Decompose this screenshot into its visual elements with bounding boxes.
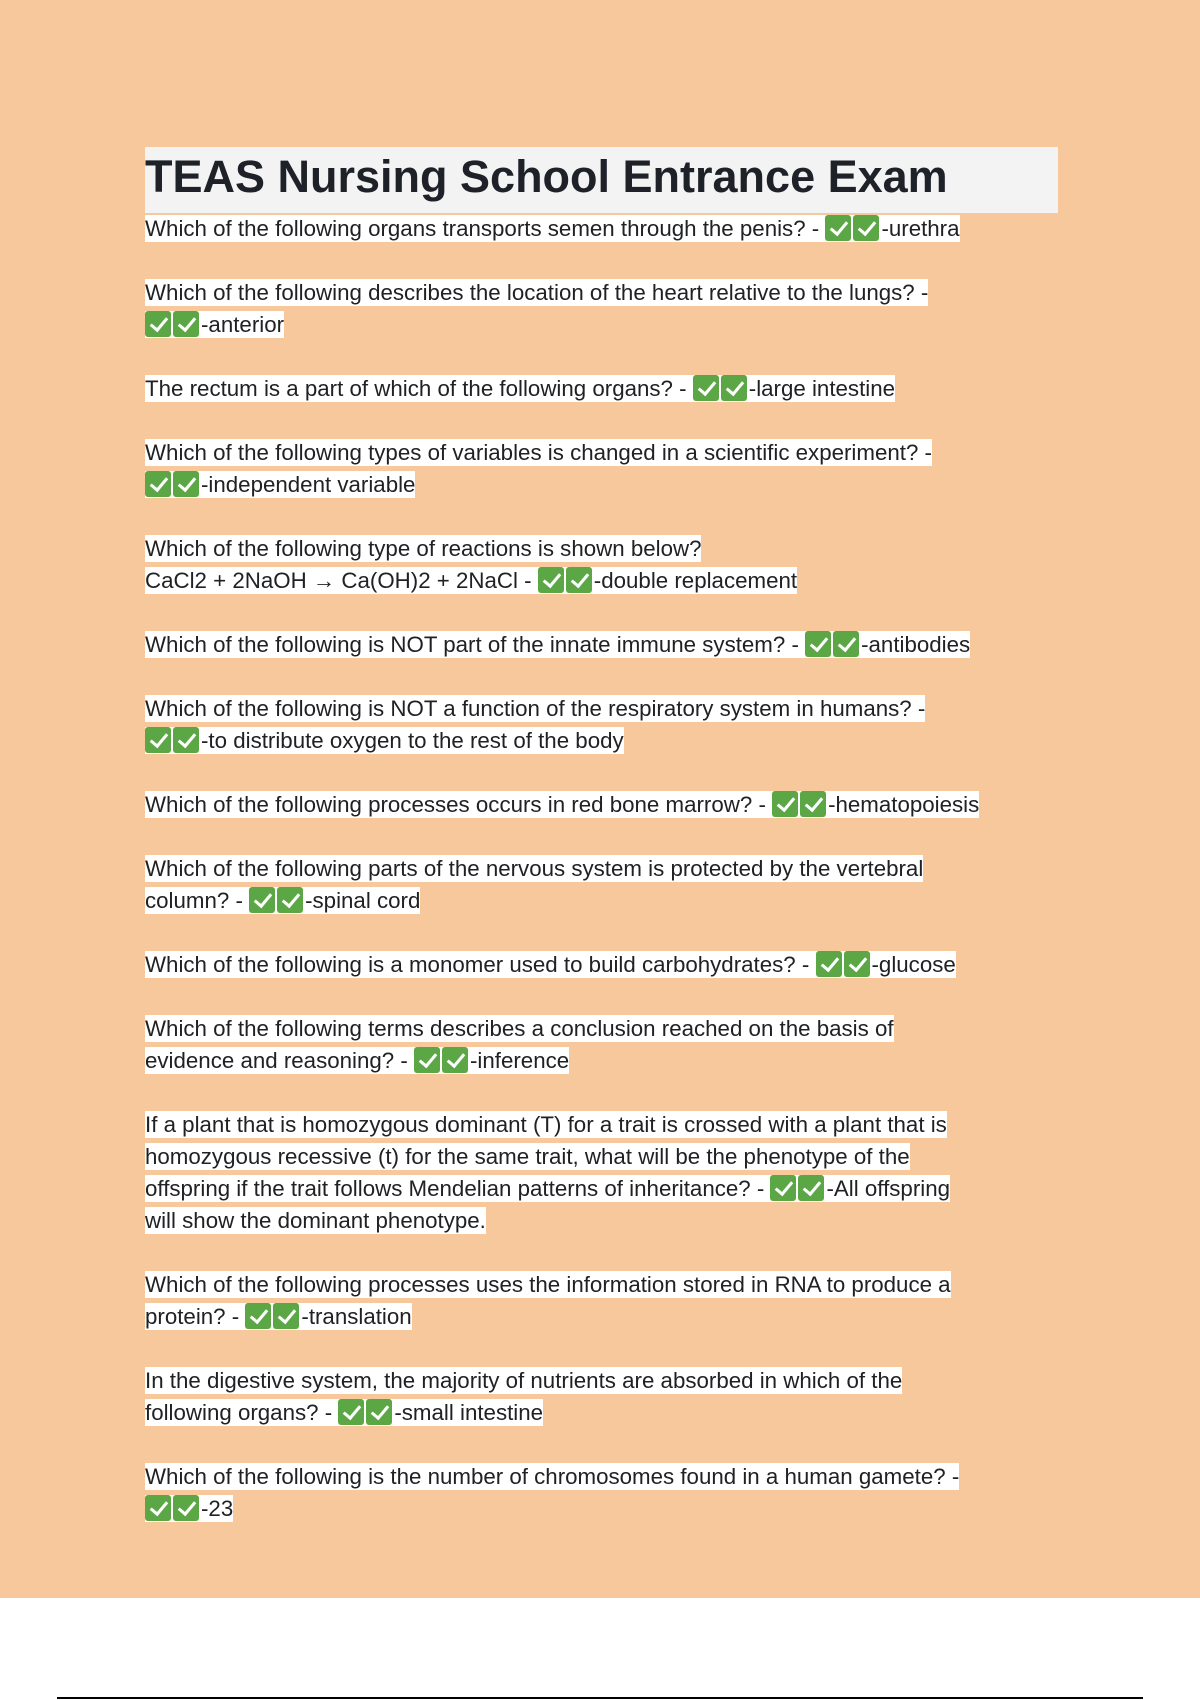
qa-text: -small intestine xyxy=(394,1400,544,1425)
qa-item xyxy=(145,1109,1060,1237)
qa-line xyxy=(145,565,1060,597)
qa-line xyxy=(145,373,1060,405)
qa-text: Which of the following is the number of chromosomes found in a human gamete? - xyxy=(145,1464,960,1489)
qa-text: following organs? - xyxy=(145,1400,339,1425)
qa-text: evidence and reasoning? - xyxy=(145,1048,414,1073)
check-mark-icon xyxy=(798,1175,824,1201)
qa-text: Which of the following processes occurs in red bone marrow? - xyxy=(145,792,773,817)
highlighted-text xyxy=(145,728,624,753)
highlighted-text xyxy=(145,1496,233,1521)
qa-text: Which of the following is a monomer used to build carbohydrates? - xyxy=(145,952,816,977)
qa-line xyxy=(145,1365,1060,1397)
qa-item xyxy=(145,1365,1060,1429)
qa-text: will show the dominant phenotype. xyxy=(145,1208,486,1233)
check-mark-icon xyxy=(273,1303,299,1329)
qa-text: Which of the following is NOT a function of the respiratory system in humans? - xyxy=(145,696,926,721)
qa-line xyxy=(145,1461,1060,1493)
qa-item xyxy=(145,789,1060,821)
qa-line xyxy=(145,693,1060,725)
check-mark-icon xyxy=(145,1495,171,1521)
highlighted-text xyxy=(145,472,415,497)
qa-text: Which of the following terms describes a conclusion reached on the basis of xyxy=(145,1016,894,1041)
qa-line xyxy=(145,1045,1060,1077)
highlighted-text xyxy=(145,952,956,977)
check-mark-icon xyxy=(173,727,199,753)
qa-text: -spinal cord xyxy=(305,888,421,913)
qa-line xyxy=(145,309,1060,341)
highlighted-text xyxy=(145,1112,947,1137)
highlighted-text xyxy=(145,536,701,561)
qa-text: -urethra xyxy=(881,216,960,241)
check-mark-icon xyxy=(245,1303,271,1329)
qa-text: -All offspring xyxy=(826,1176,950,1201)
qa-text: -independent variable xyxy=(201,472,416,497)
highlighted-text xyxy=(145,696,925,721)
qa-text: -translation xyxy=(301,1304,412,1329)
qa-item xyxy=(145,373,1060,405)
check-mark-icon xyxy=(853,215,879,241)
qa-item xyxy=(145,1013,1060,1077)
check-mark-icon xyxy=(173,311,199,337)
question-answer-list xyxy=(145,213,1060,1525)
qa-line xyxy=(145,1173,1060,1205)
qa-line xyxy=(145,277,1060,309)
check-mark-icon xyxy=(770,1175,796,1201)
qa-line xyxy=(145,1269,1060,1301)
highlighted-text xyxy=(145,1400,543,1425)
qa-line xyxy=(145,1493,1060,1525)
qa-line xyxy=(145,1205,1060,1237)
highlighted-text xyxy=(145,792,979,817)
highlighted-text xyxy=(145,216,960,241)
highlighted-text xyxy=(145,440,932,465)
qa-item xyxy=(145,949,1060,981)
qa-text: -23 xyxy=(201,1496,234,1521)
highlighted-text xyxy=(145,1144,910,1169)
qa-text: Which of the following type of reactions is shown below? xyxy=(145,536,702,561)
highlighted-text xyxy=(145,888,420,913)
highlighted-text xyxy=(145,1368,902,1393)
qa-line xyxy=(145,789,1060,821)
title-banner xyxy=(145,147,1058,213)
check-mark-icon xyxy=(805,631,831,657)
qa-text: -to distribute oxygen to the rest of the body xyxy=(201,728,624,753)
qa-item xyxy=(145,693,1060,757)
check-mark-icon xyxy=(825,215,851,241)
qa-item xyxy=(145,1269,1060,1333)
highlighted-text xyxy=(145,312,284,337)
qa-line xyxy=(145,853,1060,885)
check-mark-icon xyxy=(442,1047,468,1073)
qa-text: -glucose xyxy=(871,952,956,977)
highlighted-text xyxy=(145,1208,486,1233)
check-mark-icon xyxy=(277,887,303,913)
qa-item xyxy=(145,213,1060,245)
highlighted-text xyxy=(145,568,797,593)
qa-text: -double replacement xyxy=(593,568,798,593)
qa-line xyxy=(145,213,1060,245)
qa-text: -inference xyxy=(470,1048,570,1073)
qa-item xyxy=(145,437,1060,501)
check-mark-icon xyxy=(414,1047,440,1073)
qa-line xyxy=(145,885,1060,917)
qa-line xyxy=(145,469,1060,501)
qa-text: In the digestive system, the majority of nutrients are absorbed in which of the xyxy=(145,1368,903,1393)
qa-text: offspring if the trait follows Mendelian patterns of inheritance? - xyxy=(145,1176,771,1201)
qa-text: -anterior xyxy=(201,312,285,337)
highlighted-text xyxy=(145,280,928,305)
check-mark-icon xyxy=(816,951,842,977)
check-mark-icon xyxy=(566,567,592,593)
highlighted-text xyxy=(145,1272,951,1297)
qa-item xyxy=(145,1461,1060,1525)
highlighted-text xyxy=(145,376,895,401)
check-mark-icon xyxy=(366,1399,392,1425)
check-mark-icon xyxy=(693,375,719,401)
check-mark-icon xyxy=(338,1399,364,1425)
qa-text: column? - xyxy=(145,888,250,913)
qa-text: Which of the following parts of the nervous system is protected by the vertebral xyxy=(145,856,924,881)
qa-line xyxy=(145,725,1060,757)
qa-item xyxy=(145,853,1060,917)
highlighted-text xyxy=(145,632,970,657)
qa-text: -hematopoiesis xyxy=(828,792,980,817)
check-mark-icon xyxy=(538,567,564,593)
highlighted-text xyxy=(145,1016,894,1041)
check-mark-icon xyxy=(844,951,870,977)
check-mark-icon xyxy=(772,791,798,817)
qa-line xyxy=(145,1109,1060,1141)
qa-text: Which of the following describes the location of the heart relative to the lungs? - xyxy=(145,280,929,305)
check-mark-icon xyxy=(145,727,171,753)
check-mark-icon xyxy=(145,311,171,337)
qa-text: homozygous recessive (t) for the same trait, what will be the phenotype of the xyxy=(145,1144,910,1169)
qa-line xyxy=(145,1013,1060,1045)
qa-line xyxy=(145,1397,1060,1429)
qa-item xyxy=(145,277,1060,341)
qa-line xyxy=(145,949,1060,981)
check-mark-icon xyxy=(721,375,747,401)
check-mark-icon xyxy=(833,631,859,657)
qa-item xyxy=(145,629,1060,661)
qa-item xyxy=(145,533,1060,597)
qa-line xyxy=(145,1141,1060,1173)
qa-text: Which of the following types of variables is changed in a scientific experiment? - xyxy=(145,440,932,465)
check-mark-icon xyxy=(249,887,275,913)
highlighted-text xyxy=(145,1176,950,1201)
qa-text: protein? - xyxy=(145,1304,246,1329)
highlighted-text xyxy=(145,1304,412,1329)
check-mark-icon xyxy=(173,1495,199,1521)
qa-text: CaCl2 + 2NaOH → Ca(OH)2 + 2NaCl - xyxy=(145,568,538,593)
check-mark-icon xyxy=(800,791,826,817)
document-title: TEAS Nursing School Entrance Exam xyxy=(145,151,948,202)
qa-text: -large intestine xyxy=(748,376,896,401)
qa-text: Which of the following organs transports semen through the penis? - xyxy=(145,216,826,241)
document-body xyxy=(145,147,1060,1557)
qa-text: Which of the following is NOT part of the innate immune system? - xyxy=(145,632,806,657)
qa-text: Which of the following processes uses the information stored in RNA to produce a xyxy=(145,1272,951,1297)
check-mark-icon xyxy=(173,471,199,497)
qa-line xyxy=(145,437,1060,469)
page-bottom-rule xyxy=(57,1697,1143,1699)
highlighted-text xyxy=(145,1464,959,1489)
qa-text: If a plant that is homozygous dominant (T) for a trait is crossed with a plant that is xyxy=(145,1112,947,1137)
qa-line xyxy=(145,533,1060,565)
highlighted-text xyxy=(145,1048,569,1073)
check-mark-icon xyxy=(145,471,171,497)
qa-text: -antibodies xyxy=(861,632,971,657)
qa-line xyxy=(145,1301,1060,1333)
qa-text: The rectum is a part of which of the following organs? - xyxy=(145,376,693,401)
qa-line xyxy=(145,629,1060,661)
highlighted-text xyxy=(145,856,923,881)
